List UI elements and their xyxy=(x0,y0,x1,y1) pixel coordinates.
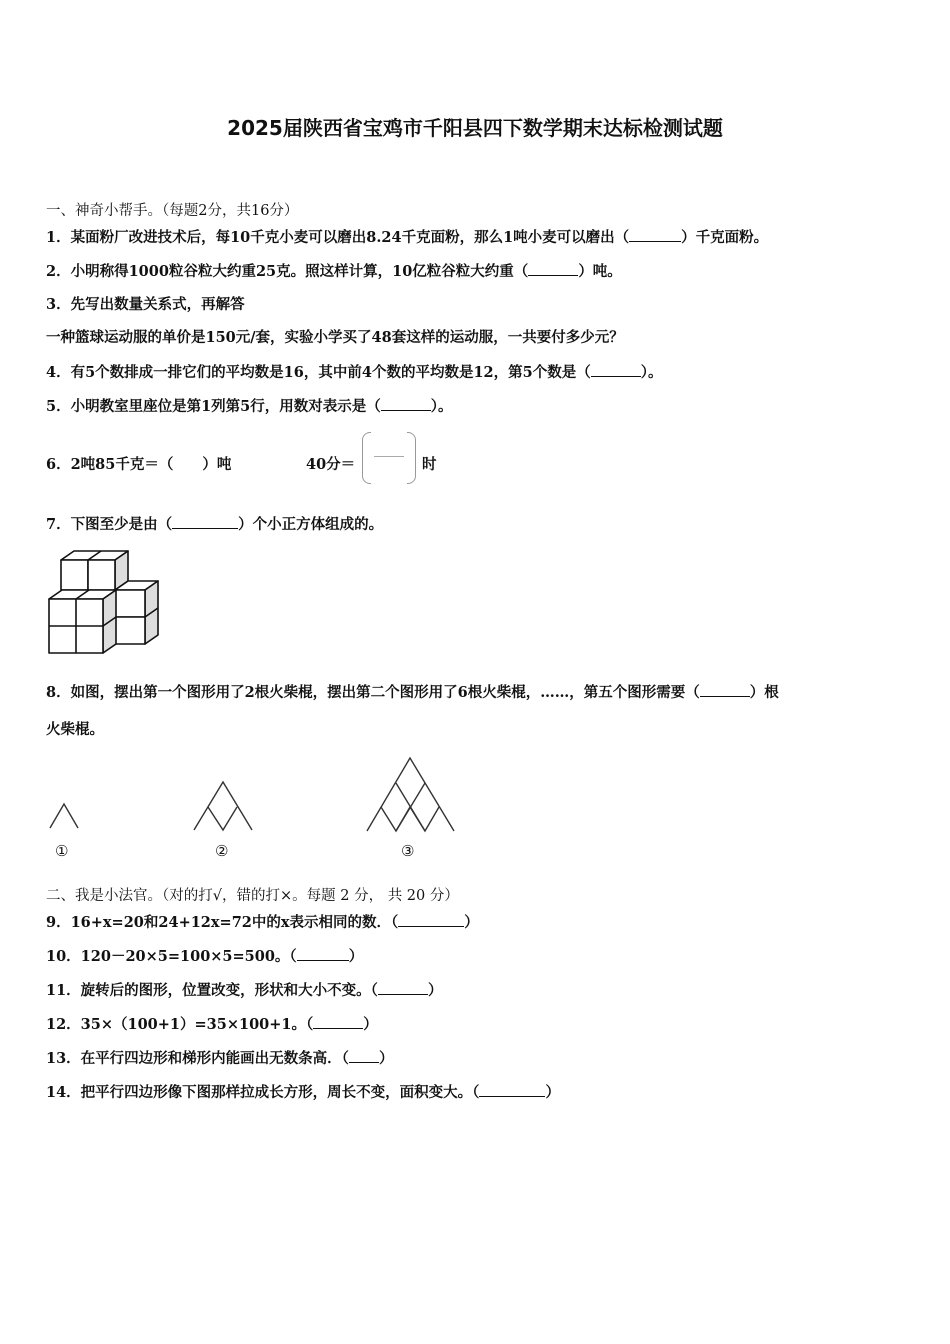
answer-blank[interactable] xyxy=(528,261,578,276)
answer-blank[interactable] xyxy=(479,1082,545,1097)
q8-text-end: ）根 xyxy=(749,684,779,701)
question-4 xyxy=(46,362,662,383)
answer-blank[interactable] xyxy=(381,396,431,411)
question-7 xyxy=(46,514,383,535)
matchstick-figures xyxy=(46,750,466,840)
q11-text-end: ） xyxy=(427,982,443,999)
left-paren xyxy=(362,432,371,484)
figure-label-1: ① xyxy=(55,842,69,860)
question-6 xyxy=(46,455,231,475)
q9-text: 9．16+x=20和24+12x=72中的x表示相同的数．（ xyxy=(46,914,399,931)
q14-text-end: ） xyxy=(545,1084,560,1101)
question-2 xyxy=(46,261,622,282)
answer-blank[interactable] xyxy=(378,980,428,995)
answer-blank[interactable] xyxy=(591,362,641,377)
q10-text: 10．120－20×5=100×5=500。（ xyxy=(46,948,297,965)
q9-text-end: ） xyxy=(464,914,479,931)
question-5 xyxy=(46,396,453,417)
q7-text-end: ）个小正方体组成的。 xyxy=(238,516,384,533)
q2-text-end: ）吨。 xyxy=(578,263,622,280)
q4-text-end: ）。 xyxy=(640,364,663,381)
question-9 xyxy=(46,912,479,933)
figure-label-2: ② xyxy=(215,842,229,860)
q2-text: 2．小明称得1000粒谷粒大约重25克。照这样计算，10亿粒谷粒大约重（ xyxy=(46,263,529,280)
q1-text: 1．某面粉厂改进技术后，每10千克小麦可以磨出8.24千克面粉，那么1吨小麦可以磨出（ xyxy=(46,229,630,246)
question-3-prompt: 3．先写出数量关系式，再解答 xyxy=(46,296,245,313)
answer-blank[interactable] xyxy=(700,682,750,697)
fraction-answer-box[interactable] xyxy=(362,432,416,484)
q5-text: 5．小明教室里座位是第1列第5行，用数对表示是（ xyxy=(46,398,381,415)
q8-text: 8．如图，摆出第一个图形用了2根火柴棍，摆出第二个图形用了6根火柴棍，……，第五个图形需要（ xyxy=(46,684,700,701)
question-3-problem: 一种篮球运动服的单价是150元/套，实验小学买了48套这样的运动服，一共要付多少元？ xyxy=(46,329,624,346)
answer-blank[interactable] xyxy=(398,912,464,927)
question-8 xyxy=(46,682,779,703)
answer-blank[interactable] xyxy=(313,1014,363,1029)
question-10 xyxy=(46,946,363,967)
cube-stack-figure xyxy=(46,548,164,656)
figure-label-3: ③ xyxy=(401,842,415,860)
answer-blank[interactable] xyxy=(629,227,681,242)
q6-part2-text: 40分＝ xyxy=(306,456,356,473)
q4-text: 4．有5个数排成一排它们的平均数是16，其中前4个数的平均数是12，第5个数是（ xyxy=(46,364,591,381)
q12-text: 12．35×（100+1）=35×100+1。（ xyxy=(46,1016,314,1033)
page-title: 2025届陕西省宝鸡市千阳县四下数学期末达标检测试题 xyxy=(227,116,723,140)
question-14 xyxy=(46,1082,560,1103)
q5-text-end: ）。 xyxy=(430,398,453,415)
q13-text: 13．在平行四边形和梯形内能画出无数条高．（ xyxy=(46,1050,349,1067)
answer-blank[interactable] xyxy=(297,946,349,961)
fraction-bar xyxy=(374,456,404,457)
question-13 xyxy=(46,1048,393,1069)
right-paren xyxy=(407,432,416,484)
question-12 xyxy=(46,1014,378,1035)
question-8-continued: 火柴棍。 xyxy=(46,721,104,738)
q6-unit: 时 xyxy=(422,456,437,473)
q1-text-end: ）千克面粉。 xyxy=(681,229,769,246)
q10-text-end: ） xyxy=(348,948,364,965)
question-1 xyxy=(46,227,768,248)
q11-text: 11．旋转后的图形，位置改变，形状和大小不变。（ xyxy=(46,982,378,999)
q7-text: 7．下图至少是由（ xyxy=(46,516,173,533)
q13-text-end: ） xyxy=(378,1050,394,1067)
answer-blank[interactable] xyxy=(172,514,238,529)
q6-part1: 6．2吨85千克＝（ ）吨 xyxy=(46,456,232,473)
section2-heading: 二、我是小法官。（对的打√，错的打×。每题 2 分， 共 20 分） xyxy=(46,888,459,904)
q12-text-end: ） xyxy=(363,1016,378,1033)
section1-heading: 一、神奇小帮手。（每题2分，共16分） xyxy=(46,203,299,219)
q14-text: 14．把平行四边形像下图那样拉成长方形，周长不变，面积变大。（ xyxy=(46,1084,480,1101)
question-11 xyxy=(46,980,442,1001)
answer-blank[interactable] xyxy=(349,1048,379,1063)
question-6-part2 xyxy=(306,455,355,475)
